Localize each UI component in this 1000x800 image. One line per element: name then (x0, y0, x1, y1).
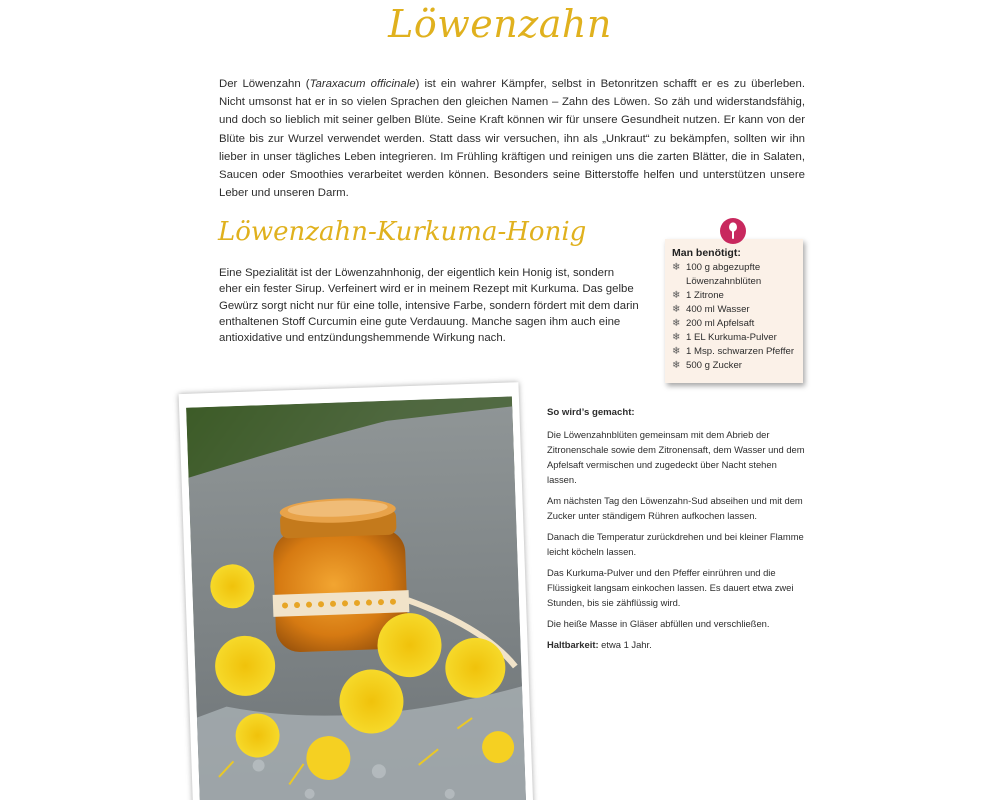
recipe-title: Löwenzahn-Kurkuma-Honig (218, 217, 587, 247)
ingredient-text: 1 EL Kurkuma-Pulver (686, 332, 777, 343)
intro-text-start: Der Löwenzahn ( (219, 78, 310, 90)
ingredient-item (672, 303, 797, 317)
instruction-step: Die Löwenzahnblüten gemeinsam mit dem Abrieb der Zitronenschale sowie dem Zitronensaft, dem Wasser und dem Apfelsaft vermischen und zugedeckt über Nacht stehen lassen. (547, 429, 805, 485)
shelf-life (547, 637, 809, 652)
instruction-step: Danach die Temperatur zurückdrehen und bei kleiner Flamme leicht köcheln lassen. (547, 531, 804, 557)
recipe-description: Eine Spezialität ist der Löwenzahnhonig, der eigentlich kein Honig ist, sondern eher ein fester Sirup. Verfeinert wird er in meinem Rezept mit Kurkuma. Das gelbe Gewürz sorgt nicht nur für eine tolle, intensive Farbe, sondern fördert mit dem darin enthaltenen Stoff Curcumin eine gute Verdauung. Manche sagen ihm auch eine antioxidative und entzündungshemmende Wirkung nach. (219, 267, 639, 345)
ingredient-text: 200 ml Apfelsaft (686, 318, 755, 329)
ingredient-item (672, 261, 797, 289)
page-title: Löwenzahn (388, 2, 612, 46)
instruction-step: Das Kurkuma-Pulver und den Pfeffer einrühren und die Flüssigkeit langsam einkochen lassen. Es dauert etwa zwei Stunden, bis sie zähflüssig wird. (547, 567, 794, 608)
intro-text-rest: ) ist ein wahrer Kämpfer, selbst in Betonritzen schafft er es zu überleben. Nicht umsonst hat er in so vielen Sprachen den gleichen Namen – Zahn des Löwen. So zäh und widerstandsfähig, und doch so lieblich mit seiner gelben Blüte. Seine Kraft können wir für unsere Gesundheit nutzen. Er kann von der Blüte bis zur Wurzel verwendet werden. Statt dass wir versuchen, ihn als „Unkraut“ zu bekämpfen, sollten wir ihn lieber in unser tägliches Leben integrieren. Im Frühling kräftigen und reinigen uns die zarten Blätter, die in Salaten, Saucen oder Smoothies verarbeitet werden können. Besonders seine Bitterstoffe helfen und unterstützen unsere Leber und unseren Darm. (219, 78, 805, 200)
ingredient-text: 100 g abgezupfte Löwenzahnblüten (686, 262, 762, 287)
ingredient-text: 400 ml Wasser (686, 304, 750, 315)
intro-paragraph (219, 75, 805, 202)
snowflake-bullet-icon: ❄ (672, 318, 681, 329)
snowflake-bullet-icon: ❄ (672, 262, 681, 273)
ingredient-text: 1 Msp. schwarzen Pfeffer (686, 346, 795, 357)
snowflake-bullet-icon: ❄ (672, 290, 681, 301)
ingredients-box (665, 239, 803, 383)
honey-jar-photo (179, 382, 534, 800)
instruction-step: Die heiße Masse in Gläser abfüllen und verschließen. (547, 618, 770, 629)
snowflake-bullet-icon: ❄ (672, 346, 681, 357)
photo-image (186, 396, 526, 800)
snowflake-bullet-icon: ❄ (672, 360, 681, 371)
shelf-life-value: etwa 1 Jahr. (598, 639, 652, 650)
ingredient-item (672, 289, 797, 303)
ingredient-item (672, 331, 797, 345)
spoon-icon (720, 218, 746, 244)
snowflake-bullet-icon: ❄ (672, 304, 681, 315)
ingredient-text: 1 Zitrone (686, 290, 724, 301)
ingredients-title: Man benötigt: (672, 247, 741, 259)
snowflake-bullet-icon: ❄ (672, 332, 681, 343)
ingredients-list (672, 261, 797, 373)
shelf-life-label: Haltbarkeit: (547, 639, 599, 650)
instruction-step: Am nächsten Tag den Löwenzahn-Sud abseihen und mit dem Zucker unter ständigem Rühren aufkochen lassen. (547, 495, 803, 521)
ingredient-text: 500 g Zucker (686, 360, 742, 371)
instructions-title: So wird’s gemacht: (547, 407, 635, 418)
ingredient-item (672, 345, 797, 359)
ingredient-item (672, 317, 797, 331)
latin-name: Taraxacum officinale (309, 78, 416, 90)
ingredient-item (672, 359, 797, 373)
instructions (547, 405, 809, 658)
